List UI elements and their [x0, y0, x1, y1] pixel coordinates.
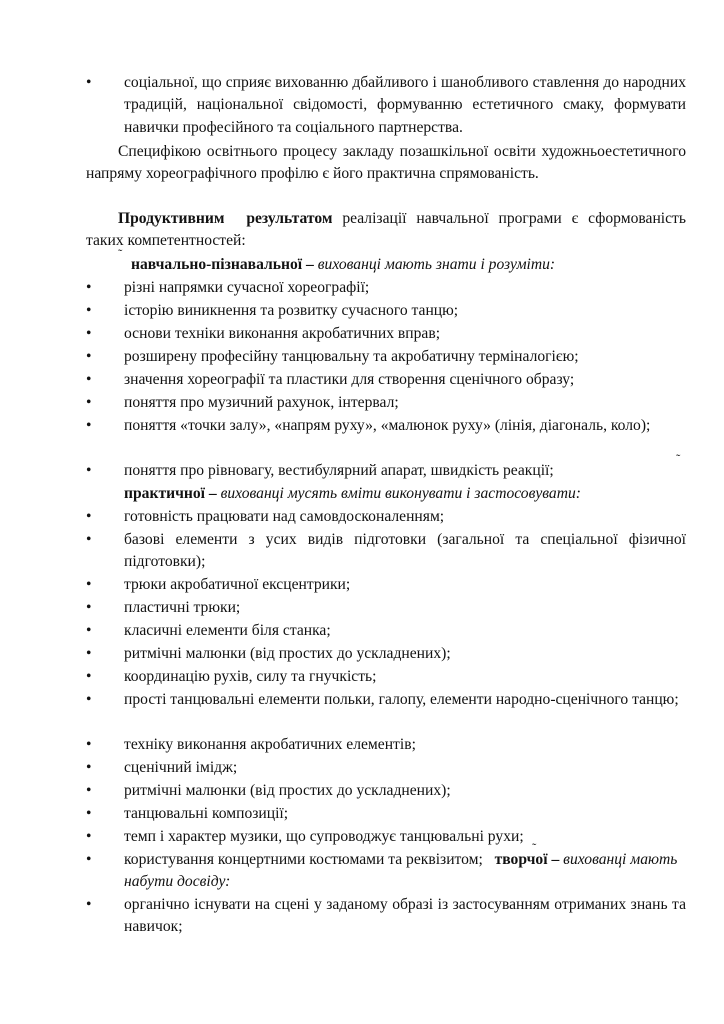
- cognitive-title: навчально-пізнавальної –: [131, 256, 314, 273]
- practical-item: сценічний імідж;: [124, 759, 238, 776]
- practical-item: пластичні трюки;: [124, 599, 241, 616]
- cognitive-item: основи техніки виконання акробатичних вправ;: [124, 325, 441, 342]
- practical-item: темп і характер музики, що супроводжує танцювальні рухи;: [124, 828, 524, 845]
- result-bold-phrase: Продуктивним результатом: [118, 210, 333, 227]
- bullet-glyph: •: [86, 828, 92, 845]
- creative-title: творчої –: [494, 851, 560, 868]
- practical-item: прості танцювальні елементи польки, галопу, елементи народно-сценічного танцю;: [124, 691, 679, 708]
- paragraph-specificity: Специфікою освітнього процесу закладу позашкільної освіти художньоестетичного напряму хореографічного профілю є його практична спрямованість.: [86, 143, 686, 183]
- bullet-glyph: •: [86, 759, 92, 776]
- cognitive-item: поняття «точки залу», «напрям руху», «малюнок руху» (лінія, діагональ, коло);: [124, 417, 651, 434]
- cognitive-item: значення хореографії та пластики для створення сценічного образу;: [124, 371, 575, 388]
- tilde-mark: ˜: [532, 840, 537, 855]
- bullet-glyph: •: [86, 74, 92, 91]
- practical-item: класичні елементи біля станка;: [124, 622, 331, 639]
- bullet-glyph: •: [86, 691, 92, 708]
- bullet-glyph: •: [86, 645, 92, 662]
- cognitive-subtitle: вихованці мають знати і розуміти:: [317, 256, 556, 273]
- bullet-glyph: •: [86, 736, 92, 753]
- practical-last-with-creative-heading: [124, 849, 686, 894]
- cognitive-item: різні напрямки сучасної хореографії;: [124, 279, 370, 296]
- cognitive-item: поняття про музичний рахунок, інтервал;: [124, 394, 399, 411]
- bullet-glyph: •: [86, 348, 92, 365]
- practical-item: танцювальні композиції;: [124, 805, 289, 822]
- bullet-glyph: •: [86, 851, 92, 868]
- bullet-glyph: •: [86, 622, 92, 639]
- practical-title: практичної –: [124, 485, 217, 502]
- bullet-glyph: •: [86, 896, 92, 913]
- practical-item: ритмічні малюнки (від простих до ускладнених);: [124, 645, 451, 662]
- practical-item: базові елементи з усих видів підготовки (загальної та спеціальної фізичної підготовки);: [124, 531, 686, 571]
- cognitive-item: історію виникнення та розвитку сучасного танцю;: [124, 302, 459, 319]
- bullet-glyph: •: [86, 462, 92, 479]
- result-rest-text: реалізації навчальної програми є сформованість таких компетентностей:: [86, 210, 686, 250]
- bullet-glyph: •: [86, 531, 92, 548]
- intro-list-item: соціальної, що сприяє вихованню дбайливого і шанобливого ставлення до народних традицій, національної свідомості, формуванню естетичного смаку, формувати навички професійного та соціального партнерства.: [124, 74, 686, 136]
- practical-item: користування концертними костюмами та реквізитом;: [124, 851, 483, 868]
- cognitive-heading: [131, 254, 686, 276]
- bullet-glyph: •: [86, 394, 92, 411]
- practical-item: техніку виконання акробатичних елементів;: [124, 736, 416, 753]
- bullet-glyph: •: [86, 279, 92, 296]
- creative-item: органічно існувати на сцені у заданому образі із застосуванням отриманих знань та навичок;: [124, 896, 686, 936]
- bullet-glyph: •: [86, 599, 92, 616]
- practical-item: координацію рухів, силу та гнучкість;: [124, 668, 377, 685]
- creative-subtitle: вихованці мають набути досвіду:: [124, 851, 678, 891]
- bullet-glyph: •: [86, 576, 92, 593]
- bullet-glyph: •: [86, 782, 92, 799]
- bullet-glyph: •: [86, 508, 92, 525]
- tilde-mark: ˜: [118, 246, 123, 261]
- practical-heading: [124, 483, 686, 505]
- practical-item: готовність працювати над самовдосконаленням;: [124, 508, 445, 525]
- cognitive-item: поняття про рівновагу, вестибулярний апарат, швидкість реакції;: [124, 462, 554, 479]
- tilde-mark: ˜: [676, 451, 681, 466]
- bullet-glyph: •: [86, 417, 92, 434]
- practical-item: трюки акробатичної ексцентрики;: [124, 576, 351, 593]
- practical-item: ритмічні малюнки (від простих до ускладнених);: [124, 782, 451, 799]
- bullet-glyph: •: [86, 302, 92, 319]
- paragraph-result: [86, 208, 686, 253]
- cognitive-item: розширену професійну танцювальну та акробатичну терміналогією;: [124, 348, 579, 365]
- bullet-glyph: •: [86, 325, 92, 342]
- bullet-glyph: •: [86, 805, 92, 822]
- bullet-glyph: •: [86, 371, 92, 388]
- practical-subtitle: вихованці мусять вміти виконувати і застосовувати:: [220, 485, 581, 502]
- bullet-glyph: •: [86, 668, 92, 685]
